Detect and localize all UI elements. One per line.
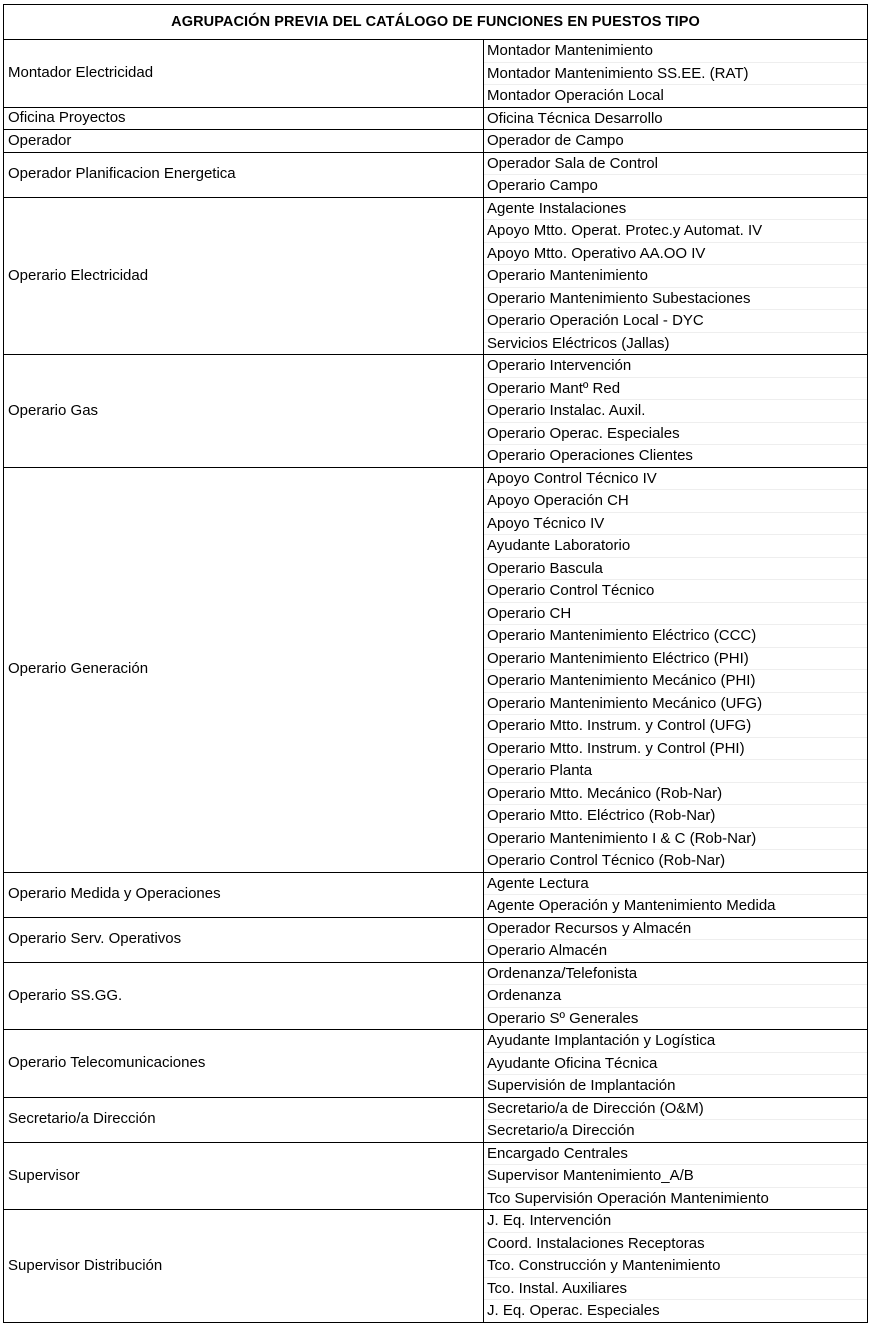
function-item: Apoyo Mtto. Operat. Protec.y Automat. IV — [484, 219, 867, 242]
functions-cell — [484, 130, 868, 153]
functions-cell — [484, 917, 868, 962]
position-cell: Operario Telecomunicaciones — [4, 1030, 484, 1098]
position-cell: Operario Electricidad — [4, 197, 484, 355]
function-item: Operario Mtto. Instrum. y Control (PHI) — [484, 737, 867, 760]
function-list — [484, 1210, 867, 1322]
function-list — [484, 1098, 867, 1142]
function-item: Operario Control Técnico (Rob-Nar) — [484, 849, 867, 872]
functions-cell — [484, 107, 868, 130]
function-item: Operario Campo — [484, 174, 867, 197]
function-item: Apoyo Técnico IV — [484, 512, 867, 535]
function-item: Operario Instalac. Auxil. — [484, 399, 867, 422]
table-row — [4, 872, 868, 917]
function-item: Operario Mantenimiento — [484, 264, 867, 287]
table-row — [4, 917, 868, 962]
position-cell: Operario Medida y Operaciones — [4, 872, 484, 917]
table-row — [4, 152, 868, 197]
table-row — [4, 40, 868, 108]
function-list — [484, 198, 867, 355]
position-cell: Secretario/a Dirección — [4, 1097, 484, 1142]
function-list — [484, 40, 867, 107]
table-row — [4, 467, 868, 872]
function-list — [484, 355, 867, 467]
function-list — [484, 153, 867, 197]
position-cell: Operario SS.GG. — [4, 962, 484, 1030]
table-row — [4, 1210, 868, 1323]
function-item: Operario CH — [484, 602, 867, 625]
position-cell: Operador Planificacion Energetica — [4, 152, 484, 197]
table-row — [4, 355, 868, 468]
table-row — [4, 962, 868, 1030]
function-item: Apoyo Control Técnico IV — [487, 469, 657, 487]
table-row — [4, 130, 868, 153]
function-item: Ayudante Oficina Técnica — [484, 1052, 867, 1075]
function-item: Supervisor Mantenimiento_A/B — [484, 1164, 867, 1187]
table-row — [4, 197, 868, 355]
position-cell: Operario Gas — [4, 355, 484, 468]
table-row — [4, 107, 868, 130]
function-item: Montador Mantenimiento — [487, 42, 653, 59]
functions-cell — [484, 467, 868, 872]
function-item: Operario Operaciones Clientes — [484, 444, 867, 467]
function-item: Operador de Campo — [487, 132, 624, 149]
functions-cell — [484, 152, 868, 197]
function-item: Operario Bascula — [484, 557, 867, 580]
functions-cell — [484, 1210, 868, 1323]
position-cell: Operador — [4, 130, 484, 153]
function-item: Operario Mtto. Mecánico (Rob-Nar) — [484, 782, 867, 805]
function-item: Operario Mtto. Instrum. y Control (UFG) — [484, 714, 867, 737]
function-item: Operario Mantenimiento Eléctrico (CCC) — [484, 624, 867, 647]
functions-cell — [484, 962, 868, 1030]
function-item: Secretario/a Dirección — [484, 1119, 867, 1142]
document — [3, 4, 867, 1323]
function-item: Coord. Instalaciones Receptoras — [484, 1232, 867, 1255]
function-item: Servicios Eléctricos (Jallas) — [484, 332, 867, 355]
function-catalog-table — [3, 4, 868, 1323]
function-item: Ayudante Implantación y Logística — [487, 1032, 716, 1049]
function-item: Operario Mtto. Eléctrico (Rob-Nar) — [484, 804, 867, 827]
function-item: Encargado Centrales — [487, 1144, 628, 1162]
function-item: Operador Sala de Control — [487, 154, 658, 172]
function-item: J. Eq. Operac. Especiales — [484, 1299, 867, 1322]
functions-cell — [484, 40, 868, 108]
table-title: AGRUPACIÓN PREVIA DEL CATÁLOGO DE FUNCIONES EN PUESTOS TIPO — [4, 5, 868, 40]
function-item: Operario Operación Local - DYC — [484, 309, 867, 332]
function-item: Agente Operación y Mantenimiento Medida — [484, 894, 867, 917]
function-list — [484, 1030, 867, 1097]
position-cell: Oficina Proyectos — [4, 107, 484, 130]
table-row — [4, 1097, 868, 1142]
function-item: Supervisión de Implantación — [484, 1074, 867, 1097]
function-item: Operario Operac. Especiales — [484, 422, 867, 445]
function-list — [484, 108, 867, 130]
function-item: Ordenanza — [484, 984, 867, 1007]
function-item: Ayudante Laboratorio — [484, 534, 867, 557]
function-item: Tco. Instal. Auxiliares — [484, 1277, 867, 1300]
function-item: Ordenanza/Telefonista — [487, 964, 638, 982]
function-list — [484, 468, 867, 872]
function-list — [484, 918, 867, 962]
position-cell: Operario Generación — [4, 467, 484, 872]
functions-cell — [484, 1097, 868, 1142]
function-item: Tco. Construcción y Mantenimiento — [484, 1254, 867, 1277]
function-item: Apoyo Operación CH — [484, 489, 867, 512]
functions-cell — [484, 197, 868, 355]
function-list — [484, 873, 867, 917]
function-item: Secretario/a de Dirección (O&M) — [487, 1099, 704, 1117]
functions-cell — [484, 872, 868, 917]
function-item: Operario Sº Generales — [484, 1007, 867, 1030]
function-item: Montador Operación Local — [484, 84, 867, 107]
function-item: Operario Mantenimiento I & C (Rob-Nar) — [484, 827, 867, 850]
function-item: J. Eq. Intervención — [487, 1212, 612, 1229]
position-cell: Montador Electricidad — [4, 40, 484, 108]
functions-cell — [484, 1030, 868, 1098]
function-item: Operario Mantenimiento Mecánico (PHI) — [484, 669, 867, 692]
function-item: Operario Mantenimiento Eléctrico (PHI) — [484, 647, 867, 670]
function-list — [484, 130, 867, 152]
function-item: Montador Mantenimiento SS.EE. (RAT) — [484, 62, 867, 85]
title-row — [4, 5, 868, 40]
position-cell: Operario Serv. Operativos — [4, 917, 484, 962]
function-item: Tco Supervisión Operación Mantenimiento — [484, 1187, 867, 1210]
functions-cell — [484, 1142, 868, 1210]
function-item: Operario Mantenimiento Subestaciones — [484, 287, 867, 310]
function-item: Operario Intervención — [487, 357, 632, 374]
function-item: Oficina Técnica Desarrollo — [487, 109, 663, 127]
functions-cell — [484, 355, 868, 468]
function-item: Agente Instalaciones — [487, 199, 627, 217]
function-item: Operario Mantenimiento Mecánico (UFG) — [484, 692, 867, 715]
function-item: Apoyo Mtto. Operativo AA.OO IV — [484, 242, 867, 265]
function-item: Operador Recursos y Almacén — [487, 919, 692, 937]
table-row — [4, 1030, 868, 1098]
function-item: Agente Lectura — [487, 874, 589, 892]
function-item: Operario Almacén — [484, 939, 867, 962]
table-row — [4, 1142, 868, 1210]
function-item: Operario Mantº Red — [484, 377, 867, 400]
function-list — [484, 1143, 867, 1210]
table-body — [4, 40, 868, 1323]
position-cell: Supervisor Distribución — [4, 1210, 484, 1323]
function-item: Operario Control Técnico — [484, 579, 867, 602]
function-item: Operario Planta — [484, 759, 867, 782]
function-list — [484, 963, 867, 1030]
position-cell: Supervisor — [4, 1142, 484, 1210]
